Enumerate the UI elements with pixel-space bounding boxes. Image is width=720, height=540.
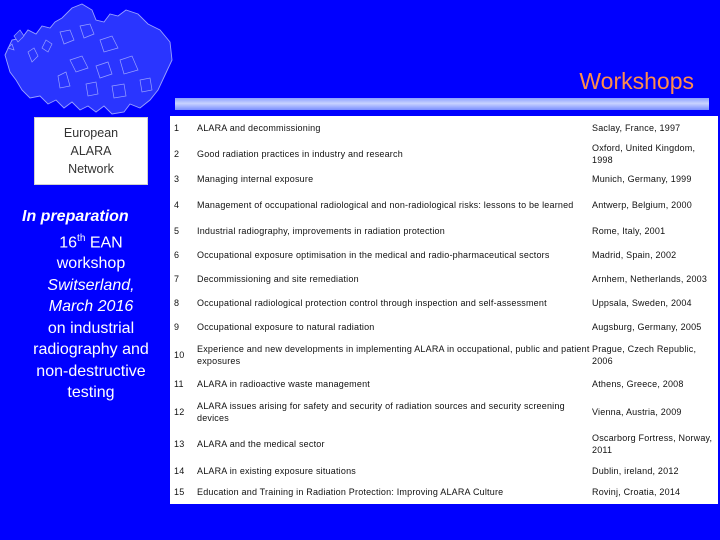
- workshop-topic: Managing internal exposure: [197, 173, 314, 184]
- side-note-line-5: March 2016: [48, 298, 134, 316]
- workshop-number: 5: [174, 226, 180, 236]
- table-row: [170, 267, 718, 291]
- workshop-place: Dublin, ireland, 2012: [592, 465, 679, 476]
- workshop-place: Saclay, France, 1997: [592, 123, 681, 133]
- table-row: [170, 243, 718, 267]
- page-title: Workshops: [579, 68, 694, 94]
- side-note-line-4: Switserland,: [47, 276, 135, 294]
- workshop-topic: ALARA in existing exposure situations: [197, 465, 356, 476]
- side-note-line-8: non-destructive: [36, 362, 146, 380]
- workshop-place: Arnhem, Netherlands, 2003: [592, 274, 708, 284]
- workshop-topic: Experience and new developments in implementing ALARA in occupational, public and patient exposures: [197, 344, 590, 366]
- workshop-place: Vienna, Austria, 2009: [592, 407, 682, 417]
- workshop-place: Madrid, Spain, 2002: [592, 250, 677, 260]
- logo-line-1: European: [63, 126, 119, 140]
- workshop-number: 8: [174, 298, 180, 308]
- table-row: [170, 116, 718, 140]
- workshop-number: 10: [174, 350, 185, 360]
- side-note-line-6: on industrial: [47, 319, 135, 337]
- workshop-topic: ALARA in radioactive waste management: [197, 378, 370, 389]
- workshop-number: 9: [174, 322, 180, 332]
- side-note-line-3: workshop: [56, 255, 126, 273]
- workshop-topic: ALARA and decommissioning: [197, 123, 321, 133]
- table-row: [170, 371, 718, 396]
- side-note-line-1: In preparation: [22, 208, 129, 225]
- workshop-number: 2: [174, 148, 180, 159]
- side-note-ean: EAN: [85, 233, 123, 251]
- logo-line-3: Network: [68, 162, 114, 176]
- table-row: [170, 428, 718, 460]
- logo-line-2: ALARA: [70, 144, 112, 158]
- workshop-number: 14: [174, 465, 185, 476]
- workshop-topic: Good radiation practices in industry and research: [197, 148, 403, 159]
- workshop-topic: Decommissioning and site remediation: [197, 274, 359, 284]
- table-row: [170, 396, 718, 428]
- workshop-topic: Management of occupational radiological and non-radiological risks: lessons to be learned: [197, 199, 574, 210]
- workshop-number: 15: [174, 486, 185, 497]
- workshop-place: Prague, Czech Republic, 2006: [592, 344, 697, 366]
- side-note: [16, 206, 166, 404]
- side-note-ordinal: 16: [59, 233, 78, 251]
- workshop-topic: Education and Training in Radiation Protection: Improving ALARA Culture: [197, 486, 504, 497]
- workshop-topic: Occupational radiological protection control through inspection and self-assessment: [197, 298, 547, 308]
- workshop-place: Augsburg, Germany, 2005: [592, 322, 702, 332]
- workshop-place: Antwerp, Belgium, 2000: [592, 199, 692, 210]
- workshop-number: 11: [174, 378, 184, 389]
- workshop-number: 12: [174, 407, 185, 417]
- workshop-place: Munich, Germany, 1999: [592, 173, 692, 184]
- side-note-line-2: [16, 228, 166, 254]
- table-row: [170, 339, 718, 371]
- workshop-place: Rovinj, Croatia, 2014: [592, 486, 681, 497]
- workshop-place: Athens, Greece, 2008: [592, 378, 684, 389]
- workshop-number: 1: [174, 123, 180, 133]
- table-row: [170, 460, 718, 481]
- workshop-place: Oxford, United Kingdom, 1998: [592, 142, 696, 165]
- workshop-topic: ALARA issues arising for safety and security of radiation sources and security screening devices: [197, 401, 565, 423]
- workshop-number: 3: [174, 173, 180, 184]
- side-note-ordinal-suffix: th: [77, 232, 86, 244]
- title-underline-bar: [175, 98, 709, 110]
- table-row: [170, 167, 718, 190]
- table-row: [170, 481, 718, 502]
- workshops-table: [170, 116, 718, 504]
- table-row: [170, 291, 718, 315]
- workshop-number: 6: [174, 250, 180, 260]
- workshop-number: 7: [174, 274, 180, 284]
- table-row: [170, 315, 718, 339]
- side-note-line-9: testing: [67, 384, 115, 402]
- workshop-topic: Industrial radiography, improvements in radiation protection: [197, 226, 445, 236]
- table-row: [170, 219, 718, 243]
- workshop-place: Oscarborg Fortress, Norway, 2011: [592, 433, 713, 455]
- side-note-line-7: radiography and: [33, 341, 149, 359]
- table-row: [170, 190, 718, 219]
- table-row: [170, 140, 718, 167]
- europe-map-image: [0, 0, 175, 120]
- workshop-topic: Occupational exposure optimisation in the medical and radio-pharmaceutical sectors: [197, 250, 550, 260]
- workshop-number: 4: [174, 199, 180, 210]
- workshop-place: Uppsala, Sweden, 2004: [592, 298, 692, 308]
- workshop-number: 13: [174, 439, 185, 449]
- workshop-topic: ALARA and the medical sector: [197, 439, 325, 449]
- ean-logo: [34, 117, 148, 185]
- workshop-place: Rome, Italy, 2001: [592, 226, 666, 236]
- workshop-topic: Occupational exposure to natural radiation: [197, 322, 375, 332]
